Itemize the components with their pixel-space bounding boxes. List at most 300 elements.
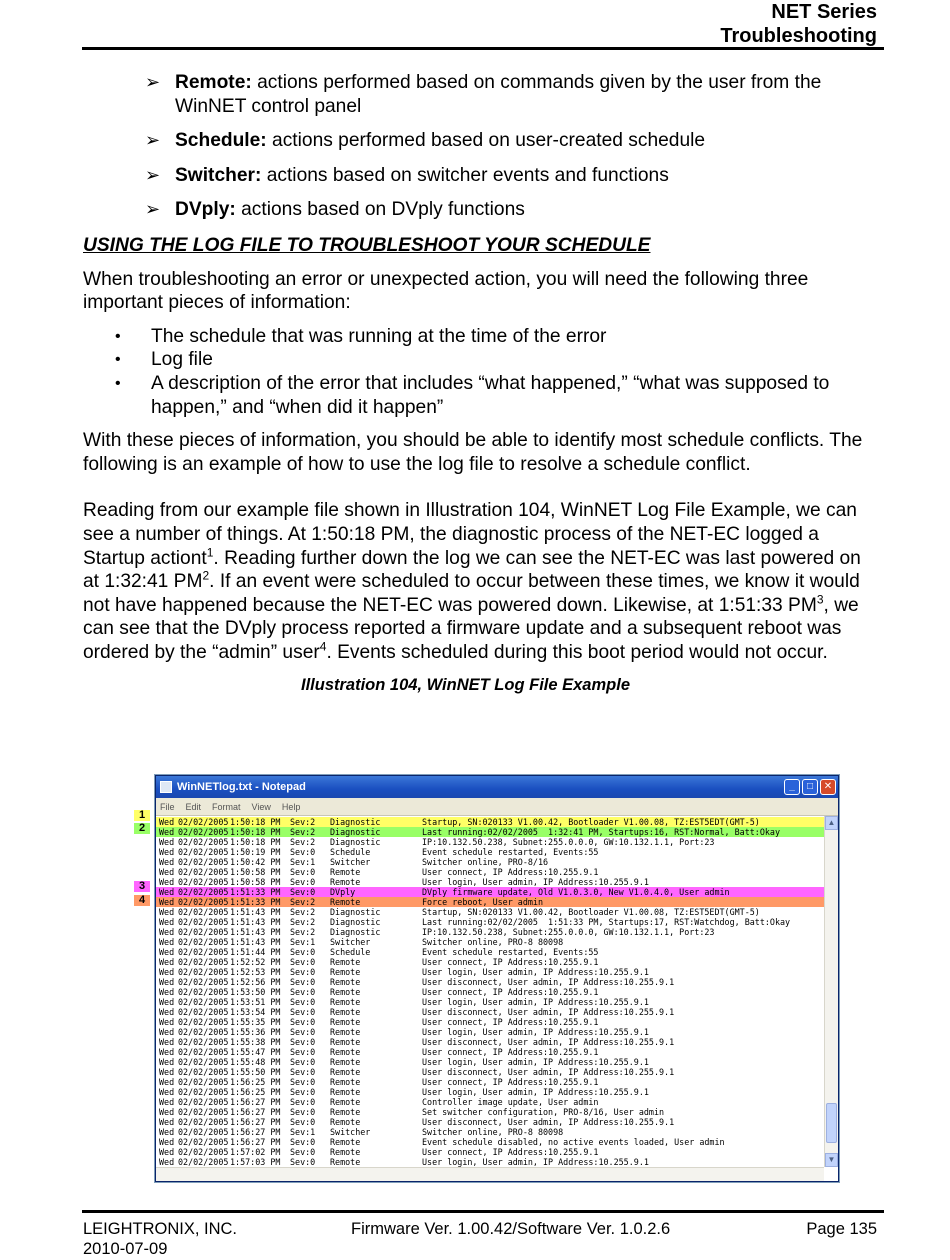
- log-sev: Sev:0: [290, 1047, 316, 1057]
- log-time: 1:52:53 PM: [230, 967, 281, 977]
- log-time: 1:50:18 PM: [230, 837, 281, 847]
- log-row: [156, 1057, 824, 1067]
- log-msg: User login, User admin, IP Address:10.255.9.1: [422, 877, 649, 887]
- log-msg: Event schedule restarted, Events:55: [422, 847, 599, 857]
- log-day: Wed: [159, 1137, 175, 1147]
- log-date: 02/02/2005: [178, 967, 229, 977]
- log-text-area[interactable]: [156, 816, 824, 1167]
- log-day: Wed: [159, 1147, 175, 1157]
- scroll-thumb[interactable]: [826, 1103, 837, 1143]
- row-marker: 4: [134, 895, 150, 906]
- log-time: 1:55:47 PM: [230, 1047, 281, 1057]
- notepad-icon: [160, 781, 172, 793]
- log-msg: Force reboot, User admin: [422, 897, 544, 907]
- notepad-window: [155, 775, 839, 1182]
- list-text: Log file: [151, 349, 213, 371]
- log-row: [156, 957, 824, 967]
- header-rule: [82, 47, 884, 50]
- log-sev: Sev:0: [290, 1147, 316, 1157]
- list-text: actions based on switcher events and functions: [261, 164, 669, 186]
- list-item: [113, 372, 878, 419]
- log-proc: Remote: [330, 1137, 361, 1147]
- log-time: 1:50:18 PM: [230, 817, 281, 827]
- log-row: [156, 1117, 824, 1127]
- log-msg: User connect, IP Address:10.255.9.1: [422, 957, 599, 967]
- log-sev: Sev:0: [290, 1017, 316, 1027]
- log-row: [156, 1107, 824, 1117]
- log-date: 02/02/2005: [178, 1087, 229, 1097]
- log-sev: Sev:0: [290, 1087, 316, 1097]
- log-date: 02/02/2005: [178, 997, 229, 1007]
- log-msg: Switcher online, PRO-8/16: [422, 857, 549, 867]
- page-header: [720, 0, 877, 48]
- scroll-down-icon[interactable]: ▼: [825, 1153, 838, 1167]
- arrow-bullet-icon: ➢: [145, 164, 161, 185]
- log-row: [156, 1067, 824, 1077]
- log-day: Wed: [159, 967, 175, 977]
- log-row: [156, 1017, 824, 1027]
- log-proc: Remote: [330, 997, 361, 1007]
- list-item: [113, 348, 878, 372]
- log-date: 02/02/2005: [178, 827, 229, 837]
- log-day: Wed: [159, 1077, 175, 1087]
- log-time: 1:57:03 PM: [230, 1157, 281, 1167]
- log-msg: IP:10.132.50.238, Subnet:255.0.0.0, GW:10.132.1.1, Port:23: [422, 837, 715, 847]
- log-day: Wed: [159, 887, 175, 897]
- row-marker: 2: [134, 823, 150, 834]
- log-time: 1:56:27 PM: [230, 1117, 281, 1127]
- log-date: 02/02/2005: [178, 947, 229, 957]
- log-day: Wed: [159, 927, 175, 937]
- log-date: 02/02/2005: [178, 1107, 229, 1117]
- process-list: [145, 71, 878, 222]
- log-time: 1:55:35 PM: [230, 1017, 281, 1027]
- log-day: Wed: [159, 837, 175, 847]
- log-sev: Sev:0: [290, 977, 316, 987]
- minimize-button[interactable]: _: [784, 779, 800, 795]
- log-time: 1:51:33 PM: [230, 887, 281, 897]
- log-time: 1:51:33 PM: [230, 897, 281, 907]
- log-day: Wed: [159, 1047, 175, 1057]
- log-row: [156, 987, 824, 997]
- window-title: WinNETlog.txt - Notepad: [177, 781, 306, 793]
- log-msg: IP:10.132.50.238, Subnet:255.0.0.0, GW:10.132.1.1, Port:23: [422, 927, 715, 937]
- log-sev: Sev:0: [290, 987, 316, 997]
- log-day: Wed: [159, 997, 175, 1007]
- log-msg: User connect, IP Address:10.255.9.1: [422, 1077, 599, 1087]
- log-proc: Remote: [330, 877, 361, 887]
- log-day: Wed: [159, 937, 175, 947]
- log-msg: DVply firmware update, Old V1.0.3.0, New V1.0.4.0, User admin: [422, 887, 730, 897]
- log-day: Wed: [159, 907, 175, 917]
- log-date: 02/02/2005: [178, 937, 229, 947]
- log-sev: Sev:0: [290, 1107, 316, 1117]
- log-date: 02/02/2005: [178, 917, 229, 927]
- footnote-ref: 4: [319, 639, 327, 654]
- log-proc: Remote: [330, 1087, 361, 1097]
- log-date: 02/02/2005: [178, 907, 229, 917]
- log-sev: Sev:0: [290, 1137, 316, 1147]
- log-msg: User login, User admin, IP Address:10.255.9.1: [422, 967, 649, 977]
- log-proc: Remote: [330, 867, 361, 877]
- log-date: 02/02/2005: [178, 1027, 229, 1037]
- log-time: 1:52:56 PM: [230, 977, 281, 987]
- log-row: [156, 867, 824, 877]
- log-date: 02/02/2005: [178, 887, 229, 897]
- log-row: [156, 927, 824, 937]
- log-row: [156, 967, 824, 977]
- log-msg: User disconnect, User admin, IP Address:10.255.9.1: [422, 1067, 675, 1077]
- log-sev: Sev:2: [290, 817, 316, 827]
- illustration-caption: Illustration 104, WinNET Log File Example: [301, 676, 630, 695]
- log-proc: Diagnostic: [330, 927, 381, 937]
- log-msg: Event schedule restarted, Events:55: [422, 947, 599, 957]
- log-sev: Sev:2: [290, 927, 316, 937]
- log-sev: Sev:1: [290, 937, 316, 947]
- log-day: Wed: [159, 1027, 175, 1037]
- footnote-ref: 2: [202, 568, 210, 583]
- log-row: [156, 1047, 824, 1057]
- log-date: 02/02/2005: [178, 1077, 229, 1087]
- log-sev: Sev:2: [290, 907, 316, 917]
- maximize-button[interactable]: □: [802, 779, 818, 795]
- log-date: 02/02/2005: [178, 1007, 229, 1017]
- log-row: [156, 907, 824, 917]
- log-day: Wed: [159, 827, 175, 837]
- log-day: Wed: [159, 1117, 175, 1127]
- log-row: [156, 917, 824, 927]
- log-day: Wed: [159, 857, 175, 867]
- log-day: Wed: [159, 897, 175, 907]
- log-row: [156, 1097, 824, 1107]
- log-proc: Remote: [330, 967, 361, 977]
- log-date: 02/02/2005: [178, 977, 229, 987]
- arrow-bullet-icon: ➢: [145, 130, 161, 151]
- log-proc: Remote: [330, 987, 361, 997]
- example-paragraph: Reading from our example file shown in Illustration 104, WinNET Log File Example, we can see a number of things. At 1:50:18 PM, the diagnostic process of the NET-EC logged a Startup actiont$^1$. Reading further down the log we can see the NET-EC was last powered on at 1:32:41 $PM^2$. If an event were scheduled to occur between these times, we know it would not have happened because the NET-EC was powered down. Likewise, at 1:51:33 $PM^3$, we can see that the DVply process reported a firmware update and a subsequent reboot was ordered by the “admin” user$^4$. Events scheduled during this boot period would not occur.: [83, 500, 861, 663]
- page-body: [83, 71, 878, 698]
- footer-version: Firmware Ver. 1.00.42/Software Ver. 1.0.2.6: [351, 1220, 671, 1238]
- log-proc: Remote: [330, 1107, 361, 1117]
- log-sev: Sev:0: [290, 1057, 316, 1067]
- vertical-scrollbar[interactable]: [824, 816, 838, 1167]
- log-day: Wed: [159, 1067, 175, 1077]
- log-date: 02/02/2005: [178, 957, 229, 967]
- log-date: 02/02/2005: [178, 927, 229, 937]
- list-item: [145, 164, 878, 188]
- arrow-bullet-icon: ➢: [145, 199, 161, 220]
- close-button[interactable]: ✕: [820, 779, 836, 795]
- log-day: Wed: [159, 817, 175, 827]
- log-date: 02/02/2005: [178, 1157, 229, 1167]
- log-day: Wed: [159, 1127, 175, 1137]
- log-proc: Remote: [330, 1117, 361, 1127]
- list-item: [145, 129, 878, 153]
- menu-format[interactable]: Format: [212, 801, 241, 812]
- log-proc: Remote: [330, 977, 361, 987]
- list-item: [145, 198, 878, 222]
- horizontal-scrollbar[interactable]: [156, 1167, 824, 1181]
- log-day: Wed: [159, 987, 175, 997]
- log-row: [156, 1127, 824, 1137]
- log-sev: Sev:0: [290, 957, 316, 967]
- log-sev: Sev:2: [290, 917, 316, 927]
- log-sev: Sev:0: [290, 887, 316, 897]
- log-time: 1:55:38 PM: [230, 1037, 281, 1047]
- log-msg: User login, User admin, IP Address:10.255.9.1: [422, 1087, 649, 1097]
- log-proc: Remote: [330, 1097, 361, 1107]
- log-date: 02/02/2005: [178, 897, 229, 907]
- log-row: [156, 1157, 824, 1167]
- log-msg: Switcher online, PRO-8 80098: [422, 1127, 564, 1137]
- log-msg: User connect, IP Address:10.255.9.1: [422, 1047, 599, 1057]
- log-day: Wed: [159, 977, 175, 987]
- log-msg: User connect, IP Address:10.255.9.1: [422, 987, 599, 997]
- log-msg: Switcher online, PRO-8 80098: [422, 937, 564, 947]
- log-time: 1:53:50 PM: [230, 987, 281, 997]
- log-day: Wed: [159, 1087, 175, 1097]
- log-msg: User connect, IP Address:10.255.9.1: [422, 1017, 599, 1027]
- log-proc: Remote: [330, 1077, 361, 1087]
- log-day: Wed: [159, 867, 175, 877]
- log-row: [156, 857, 824, 867]
- log-day: Wed: [159, 1017, 175, 1027]
- menu-view[interactable]: View: [251, 801, 271, 812]
- log-proc: Remote: [330, 1047, 361, 1057]
- list-text: The schedule that was running at the time of the error: [151, 325, 607, 347]
- log-proc: Remote: [330, 1027, 361, 1037]
- log-proc: Remote: [330, 897, 361, 907]
- log-time: 1:56:25 PM: [230, 1087, 281, 1097]
- log-sev: Sev:0: [290, 1027, 316, 1037]
- log-proc: Remote: [330, 1157, 361, 1167]
- log-date: 02/02/2005: [178, 1137, 229, 1147]
- log-date: 02/02/2005: [178, 1117, 229, 1127]
- log-sev: Sev:0: [290, 1097, 316, 1107]
- log-day: Wed: [159, 1107, 175, 1117]
- bullet-icon: •: [115, 374, 121, 392]
- log-msg: Event schedule disabled, no active events loaded, User admin: [422, 1137, 725, 1147]
- log-proc: Remote: [330, 1067, 361, 1077]
- footer-company: LEIGHTRONIX, INC.: [83, 1220, 238, 1238]
- log-time: 1:50:58 PM: [230, 867, 281, 877]
- log-date: 02/02/2005: [178, 867, 229, 877]
- footer-rule: [82, 1210, 884, 1213]
- log-date: 02/02/2005: [178, 1097, 229, 1107]
- log-sev: Sev:2: [290, 897, 316, 907]
- log-proc: Switcher: [330, 937, 371, 947]
- log-date: 02/02/2005: [178, 1047, 229, 1057]
- list-term: DVply:: [175, 199, 236, 221]
- menu-help[interactable]: Help: [281, 801, 301, 812]
- log-row: [156, 997, 824, 1007]
- log-proc: Diagnostic: [330, 837, 381, 847]
- log-msg: Last running:02/02/2005 1:32:41 PM, Startups:16, RST:Normal, Batt:Okay: [422, 827, 780, 837]
- row-marker: 1: [134, 810, 150, 821]
- log-time: 1:50:19 PM: [230, 847, 281, 857]
- intro-paragraph: When troubleshooting an error or unexpected action, you will need the following three important pieces of information:: [83, 268, 809, 314]
- log-time: 1:51:43 PM: [230, 937, 281, 947]
- log-sev: Sev:0: [290, 1007, 316, 1017]
- log-day: Wed: [159, 1097, 175, 1107]
- log-time: 1:50:42 PM: [230, 857, 281, 867]
- log-msg: User login, User admin, IP Address:10.255.9.1: [422, 1027, 649, 1037]
- log-proc: Remote: [330, 1057, 361, 1067]
- log-date: 02/02/2005: [178, 877, 229, 887]
- log-date: 02/02/2005: [178, 817, 229, 827]
- log-row: [156, 847, 824, 857]
- log-time: 1:56:27 PM: [230, 1097, 281, 1107]
- log-time: 1:51:43 PM: [230, 927, 281, 937]
- log-msg: Startup, SN:020133 V1.00.42, Bootloader V1.00.08, TZ:EST5EDT(GMT-5): [422, 817, 760, 827]
- log-proc: Remote: [330, 1147, 361, 1157]
- log-sev: Sev:0: [290, 1067, 316, 1077]
- log-sev: Sev:0: [290, 1077, 316, 1087]
- log-date: 02/02/2005: [178, 1057, 229, 1067]
- footer-date: 2010-07-09: [83, 1240, 168, 1258]
- log-msg: Set switcher configuration, PRO-8/16, User admin: [422, 1107, 665, 1117]
- log-proc: Remote: [330, 957, 361, 967]
- log-row: [156, 817, 824, 827]
- log-day: Wed: [159, 957, 175, 967]
- log-time: 1:52:52 PM: [230, 957, 281, 967]
- menu-bar: [156, 798, 838, 816]
- log-time: 1:53:51 PM: [230, 997, 281, 1007]
- log-day: Wed: [159, 877, 175, 887]
- log-row: [156, 827, 824, 837]
- log-date: 02/02/2005: [178, 987, 229, 997]
- log-day: Wed: [159, 1157, 175, 1167]
- log-sev: Sev:2: [290, 837, 316, 847]
- list-text: A description of the error that includes “what happened,” “what was supposed to happen,” and “when did it happen”: [151, 372, 830, 418]
- log-proc: Remote: [330, 1017, 361, 1027]
- log-time: 1:55:50 PM: [230, 1067, 281, 1077]
- log-time: 1:51:43 PM: [230, 907, 281, 917]
- header-series: NET Series: [771, 1, 877, 23]
- log-row: [156, 1137, 824, 1147]
- footnote-ref: 3: [816, 592, 824, 607]
- log-proc: DVply: [330, 887, 356, 897]
- log-msg: User disconnect, User admin, IP Address:10.255.9.1: [422, 977, 675, 987]
- footnote-ref: 1: [206, 545, 214, 560]
- log-time: 1:55:36 PM: [230, 1027, 281, 1037]
- log-time: 1:56:27 PM: [230, 1107, 281, 1117]
- log-proc: Switcher: [330, 1127, 371, 1137]
- log-row: [156, 837, 824, 847]
- log-msg: User login, User admin, IP Address:10.255.9.1: [422, 1157, 649, 1167]
- arrow-bullet-icon: ➢: [145, 72, 161, 92]
- log-msg: User connect, IP Address:10.255.9.1: [422, 1147, 599, 1157]
- log-row: [156, 1087, 824, 1097]
- log-msg: Startup, SN:020133 V1.00.42, Bootloader V1.00.08, TZ:EST5EDT(GMT-5): [422, 907, 760, 917]
- log-proc: Diagnostic: [330, 907, 381, 917]
- log-sev: Sev:0: [290, 947, 316, 957]
- log-time: 1:50:58 PM: [230, 877, 281, 887]
- log-sev: Sev:0: [290, 867, 316, 877]
- log-row: [156, 1007, 824, 1017]
- log-day: Wed: [159, 1007, 175, 1017]
- log-msg: User disconnect, User admin, IP Address:10.255.9.1: [422, 1007, 675, 1017]
- log-time: 1:56:27 PM: [230, 1127, 281, 1137]
- bullet-icon: •: [115, 351, 121, 369]
- log-day: Wed: [159, 1037, 175, 1047]
- log-time: 1:53:54 PM: [230, 1007, 281, 1017]
- log-sev: Sev:0: [290, 1037, 316, 1047]
- log-sev: Sev:1: [290, 1127, 316, 1137]
- log-day: Wed: [159, 917, 175, 927]
- log-proc: Diagnostic: [330, 817, 381, 827]
- list-term: Switcher:: [175, 164, 262, 186]
- log-time: 1:51:43 PM: [230, 917, 281, 927]
- menu-file[interactable]: File: [160, 801, 175, 812]
- log-proc: Schedule: [330, 947, 371, 957]
- log-sev: Sev:0: [290, 1157, 316, 1167]
- log-date: 02/02/2005: [178, 857, 229, 867]
- log-msg: User disconnect, User admin, IP Address:10.255.9.1: [422, 1037, 675, 1047]
- menu-edit[interactable]: Edit: [185, 801, 202, 812]
- log-date: 02/02/2005: [178, 1147, 229, 1157]
- log-day: Wed: [159, 1057, 175, 1067]
- list-text: actions performed based on commands given by the user from the WinNET control panel: [175, 72, 822, 117]
- log-msg: User login, User admin, IP Address:10.255.9.1: [422, 997, 649, 1007]
- log-time: 1:51:44 PM: [230, 947, 281, 957]
- log-proc: Switcher: [330, 857, 371, 867]
- log-sev: Sev:0: [290, 1117, 316, 1127]
- list-term: Schedule:: [175, 130, 267, 152]
- log-time: 1:55:48 PM: [230, 1057, 281, 1067]
- log-sev: Sev:0: [290, 877, 316, 887]
- title-bar: [156, 776, 838, 798]
- log-proc: Diagnostic: [330, 827, 381, 837]
- log-date: 02/02/2005: [178, 1017, 229, 1027]
- log-row: [156, 947, 824, 957]
- paragraph: With these pieces of information, you should be able to identify most schedule conflicts. The following is an example of how to use the log file to resolve a schedule conflict.: [83, 430, 863, 475]
- log-time: 1:56:25 PM: [230, 1077, 281, 1087]
- scroll-up-icon[interactable]: ▲: [825, 816, 838, 830]
- log-row: [156, 1077, 824, 1087]
- log-row: [156, 1037, 824, 1047]
- log-row: [156, 977, 824, 987]
- log-row: [156, 937, 824, 947]
- log-proc: Schedule: [330, 847, 371, 857]
- log-row: [156, 1147, 824, 1157]
- log-date: 02/02/2005: [178, 837, 229, 847]
- list-text: actions based on DVply functions: [235, 199, 525, 221]
- bullet-icon: •: [115, 327, 121, 345]
- log-proc: Remote: [330, 1007, 361, 1017]
- log-msg: User login, User admin, IP Address:10.255.9.1: [422, 1057, 649, 1067]
- log-day: Wed: [159, 847, 175, 857]
- log-proc: Diagnostic: [330, 917, 381, 927]
- log-msg: Last running:02/02/2005 1:51:33 PM, Startups:17, RST:Watchdog, Batt:Okay: [422, 917, 791, 927]
- section-heading: USING THE LOG FILE TO TROUBLESHOOT YOUR SCHEDULE: [83, 234, 651, 256]
- log-msg: Controller image update, User admin: [422, 1097, 599, 1107]
- log-sev: Sev:1: [290, 857, 316, 867]
- log-proc: Remote: [330, 1037, 361, 1047]
- log-sev: Sev:0: [290, 847, 316, 857]
- log-sev: Sev:0: [290, 967, 316, 977]
- log-sev: Sev:2: [290, 827, 316, 837]
- row-marker: 3: [134, 881, 150, 892]
- header-section: Troubleshooting: [720, 25, 877, 47]
- log-msg: User disconnect, User admin, IP Address:10.255.9.1: [422, 1117, 675, 1127]
- list-text: actions performed based on user-created schedule: [266, 130, 706, 152]
- page-number: Page 135: [806, 1220, 877, 1238]
- log-date: 02/02/2005: [178, 1037, 229, 1047]
- log-time: 1:56:27 PM: [230, 1137, 281, 1147]
- log-msg: User connect, IP Address:10.255.9.1: [422, 867, 599, 877]
- log-row: [156, 897, 824, 907]
